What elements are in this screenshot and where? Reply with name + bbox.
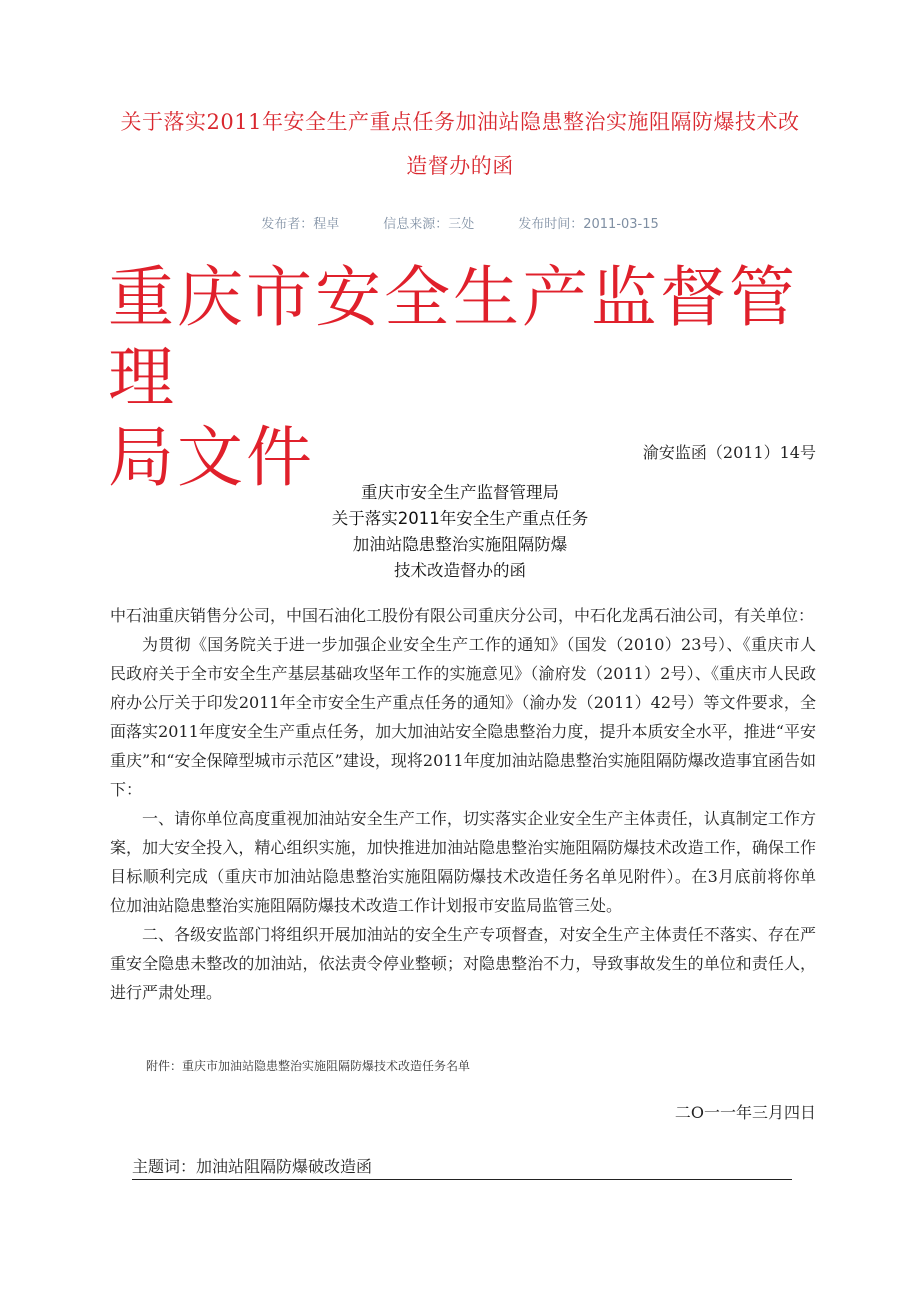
subtitle-line-1: 重庆市安全生产监督管理局	[361, 483, 559, 502]
publish-time-label: 发布时间：2011-03-15	[518, 217, 659, 232]
recipients: 中石油重庆销售分公司，中国石油化工股份有限公司重庆分公司，中石化龙禹石油公司，有关单位：	[110, 606, 815, 625]
attachment-note: 附件：重庆市加油站隐患整治实施阻隔防爆技术改造任务名单	[146, 1059, 471, 1073]
subtitle-line-2: 关于落实2011年安全生产重点任务	[331, 509, 589, 528]
paragraph-3: 二、各级安监部门将组织开展加油站的安全生产专项督查，对安全生产主体责任不落实、存在严重安全隐患未整改的加油站，依法责令停业整顿；对隐患整治不力，导致事故发生的单位和责任人，进行严肃处理。	[110, 925, 816, 1002]
paragraph-2: 一、请你单位高度重视加油站安全生产工作，切实落实企业安全生产主体责任，认真制定工作方案，加大安全投入，精心组织实施，加快推进加油站隐患整治实施阻隔防爆技术改造工作，确保工作目标顺利完成（重庆市加油站隐患整治实施阻隔防爆技术改造任务名单见附件）。在3月底前将你单位加油站隐患整治实施阻隔防爆技术改造工作计划报市安监局监管三处。	[110, 809, 816, 915]
document-number: 渝安监函（2011）14号	[642, 443, 816, 462]
document-subtitle	[0, 480, 920, 584]
meta-line	[0, 213, 920, 232]
subtitle-line-3: 加油站隐患整治实施阻隔防爆	[352, 535, 568, 554]
masthead-line-1: 重庆市安全生产监督管理	[108, 259, 798, 416]
page-title: 关于落实2011年安全生产重点任务加油站隐患整治实施阻隔防爆技术改造督办的函	[120, 110, 800, 178]
paragraph-1: 为贯彻《国务院关于进一步加强企业安全生产工作的通知》（国发（2010）23号）、《重庆市人民政府关于全市安全生产基层基础攻坚年工作的实施意见》（渝府发（2011）2号）、《重庆市人民政府办公厅关于印发2011年全市安全生产重点任务的通知》（渝办发（2011）42号）等文件要求，全面落实2011年度安全生产重点任务，加大加油站安全隐患整治力度，提升本质安全水平，推进“平安重庆”和“安全保障型城市示范区”建设，现将2011年度加油站隐患整治实施阻隔防爆改造事宜函告如下：	[110, 635, 816, 799]
subtitle-line-4: 技术改造督办的函	[394, 561, 526, 580]
source-label: 信息来源：三处	[383, 217, 475, 232]
issue-date: 二O一一年三月四日	[674, 1103, 816, 1122]
document-body	[110, 601, 816, 1007]
publisher-label: 发布者：程卓	[261, 217, 340, 232]
keywords-line: 主题词：加油站阻隔防爆破改造函	[132, 1156, 792, 1180]
masthead-line-2: 局文件	[108, 419, 315, 496]
